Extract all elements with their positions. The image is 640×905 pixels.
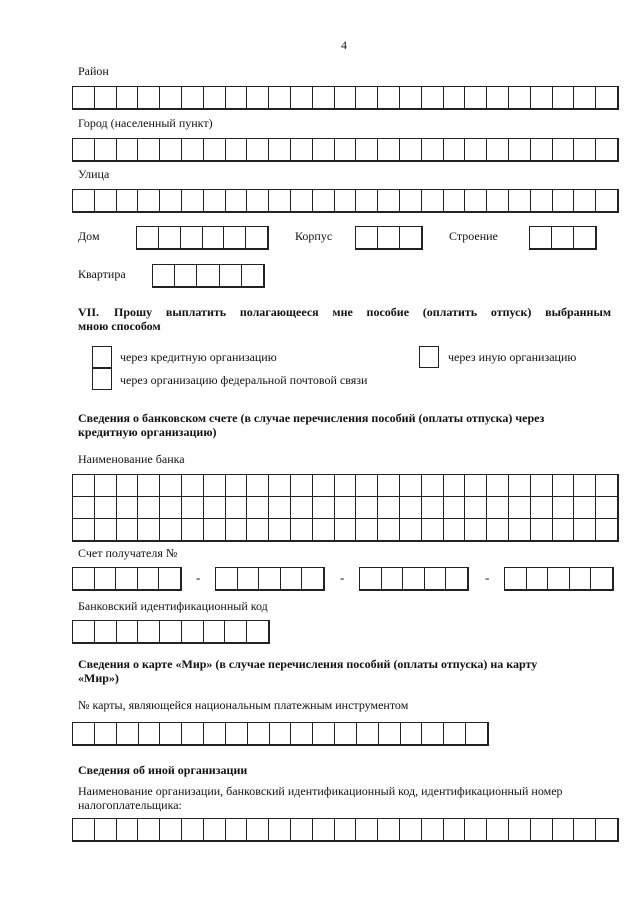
entry-cell[interactable] — [291, 190, 313, 212]
entry-cell[interactable] — [117, 190, 139, 212]
entry-cell[interactable] — [335, 819, 357, 841]
entry-cell[interactable] — [269, 87, 291, 109]
entry-cell[interactable] — [465, 519, 487, 541]
entry-cell[interactable] — [313, 139, 335, 161]
entry-cell[interactable] — [356, 190, 378, 212]
credit-org-option-label: через кредитную организацию — [120, 350, 277, 364]
entry-cell[interactable] — [378, 190, 400, 212]
entry-cell[interactable] — [95, 139, 117, 161]
entry-cell[interactable] — [596, 475, 618, 497]
entry-cell[interactable] — [400, 227, 422, 249]
house-cells[interactable] — [136, 226, 269, 250]
card-number-label: № карты, являющейся национальным платежным инструментом — [78, 698, 409, 712]
entry-cell[interactable] — [531, 519, 553, 541]
entry-cell[interactable] — [335, 139, 357, 161]
entry-cell[interactable] — [182, 497, 204, 519]
entry-cell[interactable] — [425, 568, 447, 590]
entry-cell[interactable] — [247, 475, 269, 497]
house-label: Дом — [78, 229, 100, 243]
entry-cell[interactable] — [73, 819, 95, 841]
entry-cell[interactable] — [117, 519, 139, 541]
entry-cell[interactable] — [591, 568, 613, 590]
entry-cell[interactable] — [509, 519, 531, 541]
entry-cell[interactable] — [531, 497, 553, 519]
entry-cell[interactable] — [465, 497, 487, 519]
entry-cell[interactable] — [138, 87, 160, 109]
other-org-info-line2: налогоплательщика: — [78, 798, 182, 812]
entry-cell[interactable] — [596, 819, 618, 841]
entry-cell[interactable] — [73, 139, 95, 161]
entry-cell[interactable] — [160, 87, 182, 109]
entry-cell[interactable] — [356, 227, 378, 249]
building-label: Корпус — [295, 229, 333, 243]
entry-cell[interactable] — [269, 497, 291, 519]
entry-cell[interactable] — [117, 621, 139, 643]
mir-card-heading-line2: «Мир») — [78, 671, 119, 685]
entry-cell[interactable] — [138, 475, 160, 497]
account-cells-group3[interactable] — [359, 567, 469, 591]
entry-cell[interactable] — [313, 723, 335, 745]
entry-cell[interactable] — [175, 265, 197, 287]
entry-cell[interactable] — [356, 139, 378, 161]
entry-cell[interactable] — [246, 227, 268, 249]
entry-cell[interactable] — [531, 139, 553, 161]
entry-cell[interactable] — [596, 139, 618, 161]
district-label: Район — [78, 64, 109, 78]
entry-cell[interactable] — [530, 227, 552, 249]
credit-org-checkbox[interactable] — [92, 346, 112, 368]
entry-cell[interactable] — [269, 475, 291, 497]
page-number: 4 — [341, 38, 347, 52]
entry-cell[interactable] — [531, 87, 553, 109]
entry-cell[interactable] — [379, 723, 401, 745]
entry-cell[interactable] — [204, 519, 226, 541]
entry-cell[interactable] — [487, 497, 509, 519]
entry-cell[interactable] — [422, 723, 444, 745]
entry-cell[interactable] — [444, 723, 466, 745]
entry-cell[interactable] — [95, 87, 117, 109]
entry-cell[interactable] — [356, 497, 378, 519]
entry-cell[interactable] — [269, 819, 291, 841]
entry-cell[interactable] — [204, 139, 226, 161]
entry-cell[interactable] — [270, 723, 292, 745]
entry-cell[interactable] — [313, 190, 335, 212]
entry-cell[interactable] — [138, 190, 160, 212]
entry-cell[interactable] — [226, 139, 248, 161]
entry-cell[interactable] — [400, 519, 422, 541]
other-org-heading: Сведения об иной организации — [78, 763, 248, 777]
bic-cells[interactable] — [72, 620, 270, 644]
entry-cell[interactable] — [247, 497, 269, 519]
entry-cell[interactable] — [95, 475, 117, 497]
entry-cell[interactable] — [553, 519, 575, 541]
entry-cell[interactable] — [574, 819, 596, 841]
section-number: VII. — [78, 305, 100, 319]
entry-cell[interactable] — [422, 497, 444, 519]
entry-cell[interactable] — [204, 475, 226, 497]
entry-cell[interactable] — [444, 190, 466, 212]
entry-cell[interactable] — [335, 475, 357, 497]
entry-cell[interactable] — [269, 139, 291, 161]
entry-cell[interactable] — [335, 497, 357, 519]
entry-cell[interactable] — [509, 87, 531, 109]
entry-cell[interactable] — [204, 819, 226, 841]
account-label: Счет получателя № — [78, 546, 178, 560]
entry-cell[interactable] — [117, 87, 139, 109]
entry-cell[interactable] — [291, 475, 313, 497]
entry-cell[interactable] — [313, 497, 335, 519]
mir-card-heading-line1: Сведения о карте «Мир» (в случае перечисления пособий (оплаты отпуска) на карту — [78, 657, 538, 671]
entry-cell[interactable] — [247, 190, 269, 212]
entry-cell[interactable] — [159, 568, 181, 590]
entry-cell[interactable] — [117, 475, 139, 497]
entry-cell[interactable] — [204, 621, 226, 643]
entry-cell[interactable] — [138, 568, 160, 590]
entry-cell[interactable] — [378, 519, 400, 541]
entry-cell[interactable] — [360, 568, 382, 590]
entry-cell[interactable] — [446, 568, 468, 590]
entry-cell[interactable] — [269, 519, 291, 541]
entry-cell[interactable] — [95, 519, 117, 541]
entry-cell[interactable] — [487, 475, 509, 497]
entry-cell[interactable] — [378, 87, 400, 109]
entry-cell[interactable] — [356, 475, 378, 497]
entry-cell[interactable] — [465, 139, 487, 161]
bank-account-heading-line1: Сведения о банковском счете (в случае перечисления пособий (оплаты отпуска) через — [78, 411, 545, 425]
structure-cells[interactable] — [529, 226, 597, 250]
entry-cell[interactable] — [422, 139, 444, 161]
entry-cell[interactable] — [356, 87, 378, 109]
entry-cell[interactable] — [444, 819, 466, 841]
entry-cell[interactable] — [509, 139, 531, 161]
entry-cell[interactable] — [553, 139, 575, 161]
entry-cell[interactable] — [465, 819, 487, 841]
entry-cell[interactable] — [291, 819, 313, 841]
entry-cell[interactable] — [95, 497, 117, 519]
entry-cell[interactable] — [204, 723, 226, 745]
entry-cell[interactable] — [574, 519, 596, 541]
entry-cell[interactable] — [216, 568, 238, 590]
entry-cell[interactable] — [247, 519, 269, 541]
entry-cell[interactable] — [138, 139, 160, 161]
entry-cell[interactable] — [248, 723, 270, 745]
entry-cell[interactable] — [444, 475, 466, 497]
entry-cell[interactable] — [226, 87, 248, 109]
city-label: Город (населенный пункт) — [78, 116, 213, 130]
entry-cell[interactable] — [574, 497, 596, 519]
entry-cell[interactable] — [247, 139, 269, 161]
entry-cell[interactable] — [153, 265, 175, 287]
entry-cell[interactable] — [226, 723, 248, 745]
entry-cell[interactable] — [117, 497, 139, 519]
entry-cell[interactable] — [313, 87, 335, 109]
entry-cell[interactable] — [553, 190, 575, 212]
entry-cell[interactable] — [509, 190, 531, 212]
entry-cell[interactable] — [226, 190, 248, 212]
entry-cell[interactable] — [73, 519, 95, 541]
entry-cell[interactable] — [182, 139, 204, 161]
entry-cell[interactable] — [574, 227, 596, 249]
street-cells[interactable] — [72, 189, 619, 213]
entry-cell[interactable] — [117, 139, 139, 161]
entry-cell[interactable] — [548, 568, 570, 590]
entry-cell[interactable] — [400, 475, 422, 497]
entry-cell[interactable] — [160, 475, 182, 497]
entry-cell[interactable] — [313, 819, 335, 841]
entry-cell[interactable] — [302, 568, 324, 590]
entry-cell[interactable] — [139, 723, 161, 745]
entry-cell[interactable] — [138, 519, 160, 541]
entry-cell[interactable] — [403, 568, 425, 590]
entry-cell[interactable] — [137, 227, 159, 249]
entry-cell[interactable] — [570, 568, 592, 590]
entry-cell[interactable] — [357, 723, 379, 745]
entry-cell[interactable] — [400, 87, 422, 109]
entry-cell[interactable] — [247, 819, 269, 841]
bic-label: Банковский идентификационный код — [78, 599, 268, 613]
entry-cell[interactable] — [487, 190, 509, 212]
entry-cell[interactable] — [313, 475, 335, 497]
entry-cell[interactable] — [553, 475, 575, 497]
entry-cell[interactable] — [509, 497, 531, 519]
entry-cell[interactable] — [596, 190, 618, 212]
entry-cell[interactable] — [422, 519, 444, 541]
entry-cell[interactable] — [182, 723, 204, 745]
building-cells[interactable] — [355, 226, 423, 250]
entry-cell[interactable] — [552, 227, 574, 249]
entry-cell[interactable] — [487, 519, 509, 541]
entry-cell[interactable] — [335, 723, 357, 745]
bank-account-heading-line2: кредитную организацию) — [78, 425, 217, 439]
entry-cell[interactable] — [73, 723, 95, 745]
entry-cell[interactable] — [204, 87, 226, 109]
entry-cell[interactable] — [313, 519, 335, 541]
apartment-label: Квартира — [78, 267, 126, 281]
entry-cell[interactable] — [73, 190, 95, 212]
entry-cell[interactable] — [291, 87, 313, 109]
entry-cell[interactable] — [95, 819, 117, 841]
district-cells[interactable] — [72, 86, 619, 110]
entry-cell[interactable] — [596, 497, 618, 519]
entry-cell[interactable] — [487, 819, 509, 841]
section7-title-line1: Прошу выплатить полагающееся мне пособие (оплатить отпуск) выбранным — [114, 305, 611, 319]
entry-cell[interactable] — [400, 497, 422, 519]
post-org-option-label: через организацию федеральной почтовой связи — [120, 373, 368, 387]
entry-cell[interactable] — [159, 227, 181, 249]
entry-cell[interactable] — [422, 475, 444, 497]
entry-cell[interactable] — [95, 723, 117, 745]
entry-cell[interactable] — [574, 190, 596, 212]
entry-cell[interactable] — [553, 819, 575, 841]
entry-cell[interactable] — [378, 819, 400, 841]
entry-cell[interactable] — [291, 723, 313, 745]
entry-cell[interactable] — [226, 519, 248, 541]
entry-cell[interactable] — [160, 519, 182, 541]
entry-cell[interactable] — [95, 621, 117, 643]
city-cells[interactable] — [72, 138, 619, 162]
entry-cell[interactable] — [382, 568, 404, 590]
entry-cell[interactable] — [509, 475, 531, 497]
entry-cell[interactable] — [197, 265, 219, 287]
entry-cell[interactable] — [335, 519, 357, 541]
entry-cell[interactable] — [138, 497, 160, 519]
street-label: Улица — [78, 167, 110, 181]
account-dash: - — [485, 570, 490, 585]
entry-cell[interactable] — [116, 568, 138, 590]
entry-cell[interactable] — [203, 227, 225, 249]
entry-cell[interactable] — [73, 568, 95, 590]
entry-cell[interactable] — [335, 87, 357, 109]
account-cells-group2[interactable] — [215, 567, 325, 591]
entry-cell[interactable] — [247, 87, 269, 109]
entry-cell[interactable] — [378, 139, 400, 161]
entry-cell[interactable] — [574, 87, 596, 109]
entry-cell[interactable] — [224, 227, 246, 249]
entry-cell[interactable] — [422, 190, 444, 212]
other-org-option-label: через иную организацию — [448, 350, 577, 364]
entry-cell[interactable] — [401, 723, 423, 745]
account-cells-group4[interactable] — [504, 567, 614, 591]
section7-title-line2: мною способом — [78, 319, 161, 333]
entry-cell[interactable] — [505, 568, 527, 590]
entry-cell[interactable] — [400, 139, 422, 161]
entry-cell[interactable] — [225, 621, 247, 643]
entry-cell[interactable] — [487, 87, 509, 109]
entry-cell[interactable] — [138, 819, 160, 841]
entry-cell[interactable] — [238, 568, 260, 590]
entry-cell[interactable] — [465, 87, 487, 109]
entry-cell[interactable] — [574, 475, 596, 497]
entry-cell[interactable] — [400, 819, 422, 841]
entry-cell[interactable] — [73, 87, 95, 109]
card-number-cells[interactable] — [72, 722, 489, 746]
entry-cell[interactable] — [465, 190, 487, 212]
entry-cell[interactable] — [553, 497, 575, 519]
entry-cell[interactable] — [356, 819, 378, 841]
account-cells-group1[interactable] — [72, 567, 182, 591]
entry-cell[interactable] — [465, 475, 487, 497]
entry-cell[interactable] — [204, 497, 226, 519]
entry-cell[interactable] — [220, 265, 242, 287]
entry-cell[interactable] — [95, 190, 117, 212]
entry-cell[interactable] — [117, 723, 139, 745]
entry-cell[interactable] — [444, 139, 466, 161]
entry-cell[interactable] — [95, 568, 117, 590]
entry-cell[interactable] — [182, 190, 204, 212]
entry-cell[interactable] — [160, 621, 182, 643]
entry-cell[interactable] — [226, 497, 248, 519]
entry-cell[interactable] — [291, 519, 313, 541]
entry-cell[interactable] — [487, 139, 509, 161]
entry-cell[interactable] — [531, 819, 553, 841]
entry-cell[interactable] — [73, 497, 95, 519]
post-org-checkbox[interactable] — [92, 368, 112, 390]
entry-cell[interactable] — [444, 87, 466, 109]
other-org-checkbox[interactable] — [419, 346, 439, 368]
apartment-cells[interactable] — [152, 264, 265, 288]
entry-cell[interactable] — [335, 190, 357, 212]
entry-cell[interactable] — [117, 819, 139, 841]
entry-cell[interactable] — [204, 190, 226, 212]
entry-cell[interactable] — [259, 568, 281, 590]
bank-name-cells[interactable] — [72, 474, 619, 542]
entry-cell[interactable] — [444, 497, 466, 519]
entry-cell[interactable] — [160, 497, 182, 519]
entry-cell[interactable] — [553, 87, 575, 109]
bank-name-label: Наименование банка — [78, 452, 185, 466]
other-org-cells[interactable] — [72, 818, 619, 842]
entry-cell[interactable] — [138, 621, 160, 643]
entry-cell[interactable] — [242, 265, 264, 287]
entry-cell[interactable] — [378, 227, 400, 249]
entry-cell[interactable] — [509, 819, 531, 841]
entry-cell[interactable] — [444, 519, 466, 541]
entry-cell[interactable] — [378, 497, 400, 519]
entry-cell[interactable] — [160, 723, 182, 745]
entry-cell[interactable] — [281, 568, 303, 590]
entry-cell[interactable] — [531, 190, 553, 212]
entry-cell[interactable] — [422, 87, 444, 109]
entry-cell[interactable] — [160, 190, 182, 212]
entry-cell[interactable] — [356, 519, 378, 541]
entry-cell[interactable] — [527, 568, 549, 590]
other-org-info-line1: Наименование организации, банковский идентификационный код, идентификационный номер — [78, 784, 563, 798]
entry-cell[interactable] — [596, 519, 618, 541]
entry-cell[interactable] — [596, 87, 618, 109]
entry-cell[interactable] — [226, 819, 248, 841]
entry-cell[interactable] — [466, 723, 488, 745]
entry-cell[interactable] — [182, 475, 204, 497]
entry-cell[interactable] — [291, 139, 313, 161]
entry-cell[interactable] — [73, 621, 95, 643]
entry-cell[interactable] — [73, 475, 95, 497]
entry-cell[interactable] — [182, 519, 204, 541]
entry-cell[interactable] — [574, 139, 596, 161]
account-dash: - — [340, 570, 345, 585]
entry-cell[interactable] — [226, 475, 248, 497]
account-dash: - — [196, 570, 201, 585]
entry-cell[interactable] — [181, 227, 203, 249]
structure-label: Строение — [449, 229, 498, 243]
entry-cell[interactable] — [291, 497, 313, 519]
entry-cell[interactable] — [182, 819, 204, 841]
entry-cell[interactable] — [269, 190, 291, 212]
entry-cell[interactable] — [378, 475, 400, 497]
entry-cell[interactable] — [531, 475, 553, 497]
entry-cell[interactable] — [182, 87, 204, 109]
entry-cell[interactable] — [422, 819, 444, 841]
entry-cell[interactable] — [400, 190, 422, 212]
entry-cell[interactable] — [247, 621, 269, 643]
entry-cell[interactable] — [182, 621, 204, 643]
entry-cell[interactable] — [160, 139, 182, 161]
entry-cell[interactable] — [160, 819, 182, 841]
